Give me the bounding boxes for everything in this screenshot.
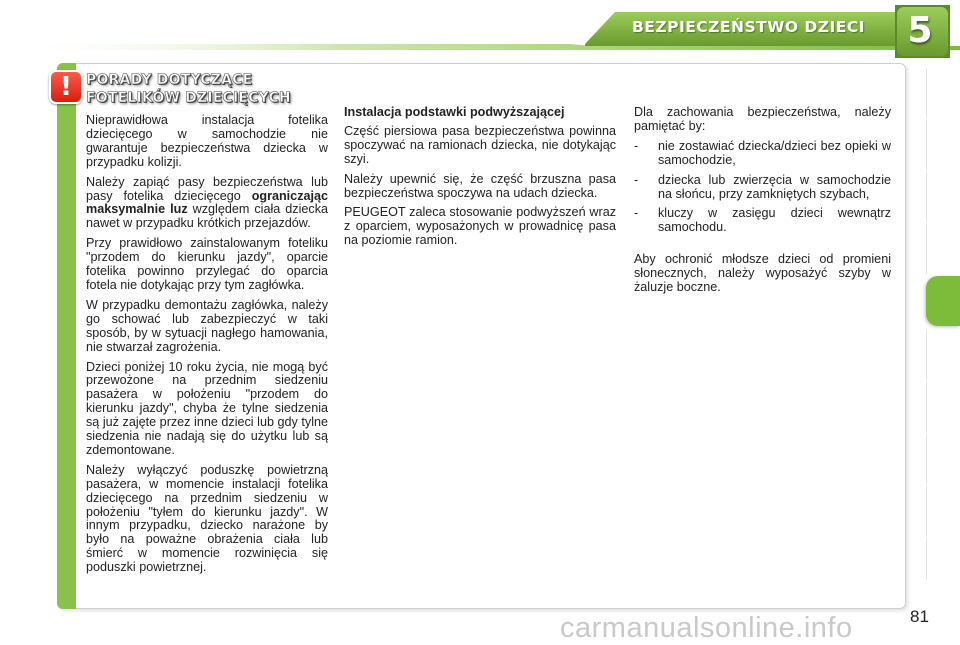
dash-marker: - [634, 138, 639, 153]
page-number: 81 [910, 607, 929, 626]
paragraph: Przy prawidłowo zainstalowanym foteliku "przodem do kierunku jazdy", oparcie fotelika powinno przylegać do oparcia fotela nie dotykając przy tym zagłówka. [86, 236, 328, 292]
chapter-tab[interactable] [926, 538, 960, 580]
section-heading [86, 71, 336, 107]
chapter-tab-active[interactable] [926, 276, 960, 326]
paragraph [86, 176, 328, 232]
paragraph: Należy wyłączyć poduszkę powietrzną pasażera, w momencie instalacji fotelika dziecięcego na przednim siedzeniu w położeniu "tyłem do kierunku jazdy". W innym przypadku, dziecko narażone by było na poważne obrażenia ciała lub śmierć w momencie rozwinięcia się poduszki powietrznej. [86, 462, 328, 575]
section-heading-line1: PORADY DOTYCZĄCE [86, 72, 253, 88]
chapter-tab[interactable] [926, 68, 960, 118]
list-item-text: dziecka lub zwierzęcia w samochodzie na słońcu, przy zamkniętych szybach, [658, 172, 891, 201]
paragraph-text: względem ciała dziecka nawet w przypadku krótkich przejazdów. [86, 202, 328, 231]
chapter-tab[interactable] [926, 330, 960, 380]
chapter-tab[interactable] [926, 120, 960, 170]
section-heading-line2: FOTELIKÓW DZIECIĘCYCH [86, 90, 291, 106]
chapter-tab[interactable] [926, 224, 960, 274]
paragraph: Nieprawidłowa instalacja fotelika dziecięcego w samochodzie nie gwarantuje bezpieczeństwa dziecka w przypadku kolizji. [86, 113, 328, 169]
text-column-3 [634, 106, 891, 301]
chapter-title: BEZPIECZEŃSTWO DZIECI [631, 18, 865, 36]
exclamation-icon: ! [49, 70, 83, 104]
list-item [634, 174, 891, 202]
list-item-text: nie zostawiać dziecka/dzieci bez opieki w samochodzie, [658, 138, 891, 167]
chapter-number: 5 [907, 10, 933, 51]
paragraph: Dzieci poniżej 10 roku życia, nie mogą być przewożone na przednim siedzeniu pasażera w położeniu "przodem do kierunku jazdy", chyba że tylne siedzenia są już zajęte przez inne dzieci lub gdy tylne siedzenia nie nadają się do użytku lub są zdemontowane. [86, 359, 328, 457]
chapter-tab[interactable] [926, 382, 960, 432]
text-column-2 [344, 106, 616, 254]
safety-list [634, 140, 891, 235]
list-item [634, 140, 891, 168]
chapter-tab[interactable] [926, 172, 960, 222]
subheading: Instalacja podstawki podwyższającej [344, 105, 565, 119]
paragraph: Aby ochronić młodsze dzieci od promieni słonecznych, należy wyposażyć szyby w żaluzje boczne. [634, 252, 891, 295]
chapter-tab[interactable] [926, 434, 960, 484]
chapter-tabs [926, 68, 960, 580]
text-column-1 [86, 114, 328, 581]
paragraph-text: Należy zapiąć pasy bezpieczeństwa lub pasy fotelika dziecięcego [86, 174, 328, 203]
dash-marker: - [634, 206, 639, 221]
paragraph: Część piersiowa pasa bezpieczeństwa powinna spoczywać na ramionach dziecka, nie dotykając szyi. [344, 123, 616, 166]
emphasis-text: ograniczając maksymalnie luz [86, 188, 328, 217]
paragraph: PEUGEOT zaleca stosowanie podwyższeń wraz z oparciem, wyposażonych w prowadnicę pasa na poziomie ramion. [344, 205, 616, 248]
paragraph: Dla zachowania bezpieczeństwa, należy pamiętać by: [634, 105, 891, 133]
chapter-tab[interactable] [926, 486, 960, 536]
list-item [634, 207, 891, 235]
list-item-text: kluczy w zasięgu dzieci wewnątrz samochodu. [658, 206, 891, 235]
dash-marker: - [634, 172, 639, 187]
watermark-text: carmanualsonline.info [560, 612, 853, 644]
frame-side-stripe [57, 63, 76, 609]
paragraph: W przypadku demontażu zagłówka, należy go schować lub zabezpieczyć w taki sposób, by w sytuacji nagłego hamowania, nie stwarzał zagrożenia. [86, 297, 328, 354]
paragraph: Należy upewnić się, że część brzuszna pasa bezpieczeństwa spoczywa na udach dziecka. [344, 171, 616, 200]
chapter-header-bar [0, 0, 960, 60]
